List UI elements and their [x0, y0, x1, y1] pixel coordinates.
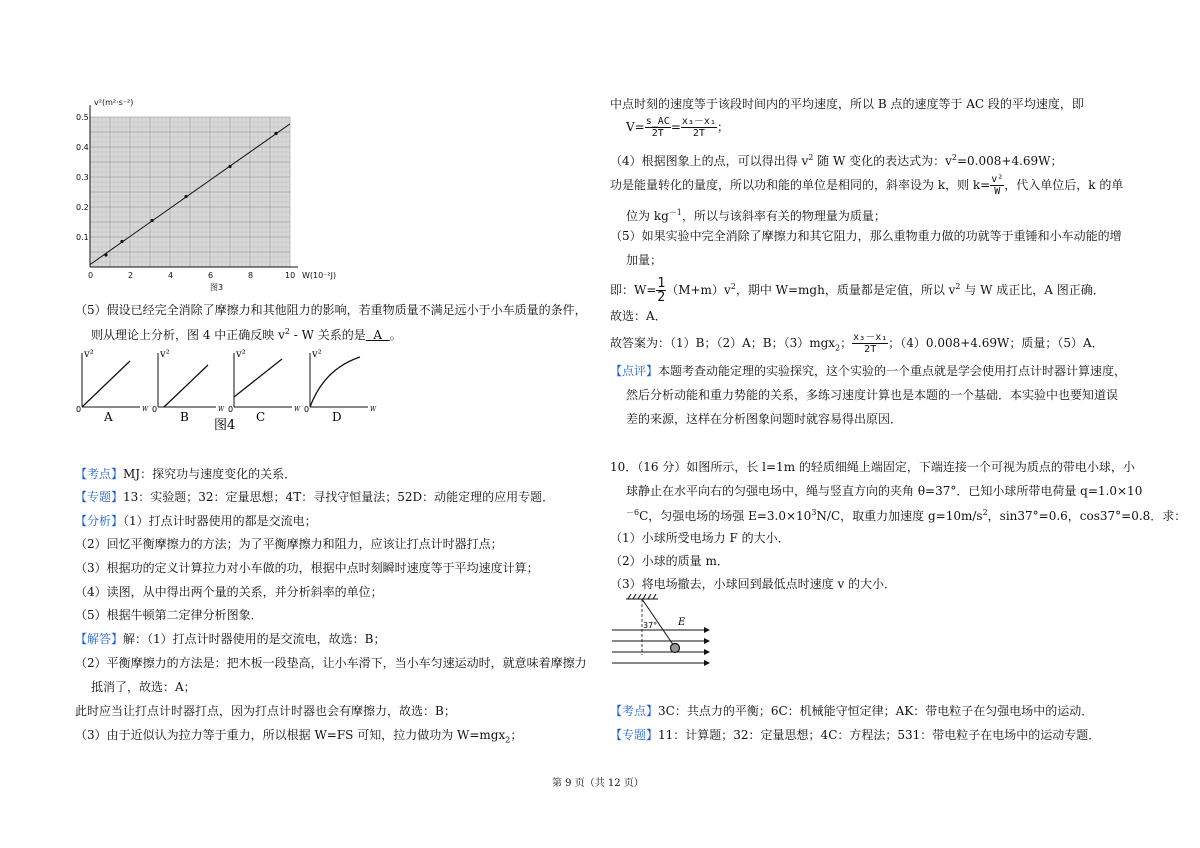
dianping-2: 然后分析动能和重力势能的关系，多练习速度计算也是本题的一个基础．本实验中也要知道误: [626, 388, 1119, 402]
r4a: 功是能量转化的量度，所以功和能的单位是相同的，斜率设为 k，则 k=: [610, 178, 991, 192]
kaodian-r-text: 3C：共点力的平衡；6C：机械能守恒定律；AK：带电粒子在匀强电场中的运动．: [658, 704, 1094, 718]
jieda-2: （2）平衡摩擦力的方法是：把木板一段垫高，让小车滑下，当小车匀速运动时，就意味着摩擦力: [75, 656, 587, 670]
kaodian-left: [75, 466, 296, 482]
fig3-ytick: 0.2: [76, 203, 89, 212]
r-line7: 加量；: [626, 253, 663, 267]
jieda-1: [75, 631, 385, 647]
r-line1: 中点时刻的速度等于该段时间内的平均速度，所以 B 点的速度等于 AC 段的平均速度，即: [610, 97, 1084, 111]
r-line5: [626, 205, 886, 224]
fig4-caption: 图4: [214, 418, 236, 433]
fig3-xtick: 8: [248, 271, 254, 280]
frac-half: [656, 277, 666, 304]
fig3-point: [120, 240, 123, 243]
r5sup: －1: [668, 208, 682, 217]
page-footer: 第 9 页（共 12 页）: [552, 778, 644, 789]
fig3-xlabel: W(10⁻²J): [302, 271, 337, 280]
jieda-4: 此时应当让打点计时器打点，因为打点计时器也会有摩擦力，故选：B；: [75, 704, 456, 718]
fig3-ytick: 0.5: [76, 113, 89, 122]
fig4-graph-A: [76, 349, 149, 424]
r3c: =0.008+4.69W；: [956, 154, 1063, 168]
fig4-curve: [164, 365, 208, 407]
fig4-ylabel: v²: [84, 349, 94, 360]
dianping-1: [610, 363, 1126, 379]
jieda-1-text: 解：（1）打点计时器使用的是交流电，故选：B；: [123, 632, 386, 646]
r8a: 即：W=: [610, 283, 657, 297]
fig4-xlabel: W: [294, 406, 301, 413]
frac-sac-2t: [645, 116, 671, 139]
frac-half-num: 1: [657, 276, 666, 291]
r2-eq: =: [670, 120, 681, 134]
fig4-xlabel: W: [370, 406, 377, 413]
fig4-curve: [82, 361, 130, 407]
zhuanti-r-text: 11：计算题；32：定量思想；4C：方程法；531：带电粒子在电场中的运动专题．: [658, 728, 1101, 742]
frac-ans-den: 2T: [864, 344, 877, 355]
r8c: ，期中 W=mgh，质量都是定值，所以 v: [735, 283, 956, 297]
r2-v: V=: [626, 120, 645, 134]
fenxi-1-text: （1）打点计时器使用的都是交流电；: [123, 514, 317, 528]
r-line10: [610, 330, 1104, 361]
r-line3: [610, 150, 1063, 169]
r10c: ；（4）0.008+4.69W；质量；（5）A．: [888, 336, 1104, 350]
r8d: 与 W 成正比，A 图正确．: [960, 283, 1105, 297]
figure-4: [72, 345, 377, 435]
zhuanti-right: [610, 727, 1100, 743]
r-line9: 故选：A．: [610, 309, 667, 323]
fig4-origin: 0: [152, 405, 158, 414]
fig4-origin: 0: [228, 405, 234, 414]
field-E-label: E: [678, 617, 686, 628]
jieda-5: [75, 727, 522, 748]
fig3-point: [150, 219, 153, 222]
q10-line2: 球静止在水平向右的匀强电场中，绳与竖直方向的夹角 θ=37°．已知小球所带电荷量 q=1.0×10: [626, 484, 1143, 498]
fig4-letter: C: [256, 410, 266, 424]
frac1-num: s_AC: [645, 116, 670, 127]
fig4-xlabel: W: [142, 406, 149, 413]
fig3-xtick: 10: [285, 271, 296, 280]
dianping-3: 差的来源，这样在分析图象问题时就容易得出原因．: [626, 412, 903, 426]
q10-3d: ，sin37°=0.6，cos37°=0.8．求：: [987, 509, 1187, 523]
dianping-tag: 【点评】: [610, 364, 659, 378]
kaodian-tag: 【考点】: [75, 467, 124, 481]
r2-end: ；: [716, 120, 729, 134]
fig4-graph-D: [304, 349, 377, 424]
jieda-3: 抵消了，故选：A；: [91, 680, 196, 694]
fig4-letter: A: [104, 410, 113, 424]
zhuanti-r-tag: 【专题】: [610, 728, 659, 742]
fenxi-5: （5）根据牛顿第二定律分析图象．: [75, 608, 263, 622]
frac2-num: x₃－x₁: [681, 116, 716, 127]
figure-3-chart: [70, 95, 337, 295]
q10-3b: C，匀强电场的场强 E=3.0×10: [639, 509, 812, 523]
dianping-1-text: 本题考查动能定理的实验探究，这个实验的一个重点就是学会使用打点计时器计算速度，: [658, 364, 1127, 378]
r3a: （4）根据图象上的点，可以得出得 v: [610, 154, 809, 168]
fig4-origin: 0: [76, 405, 82, 414]
kaodian-text: MJ：探究功与速度变化的关系．: [123, 467, 297, 481]
r5b: ，所以与该斜率有关的物理量为质量；: [681, 209, 886, 223]
r3b: 随 W 变化的表达式为：v: [813, 154, 952, 168]
fig4-ylabel: v²: [160, 349, 170, 360]
fig4-graph-C: [228, 349, 301, 424]
r-line6: （5）如果实验中完全消除了摩擦力和其它阻力，那么重物重力做的功就等于重锤和小车动能的增: [610, 229, 1122, 243]
frac-v2-den: W: [994, 186, 1001, 197]
fenxi-1: [75, 513, 317, 529]
frac-answer: [852, 332, 888, 355]
angle-label: 37°: [643, 621, 658, 630]
frac-v2-w: [990, 174, 1004, 197]
fig3-caption: 图3: [210, 283, 224, 292]
jieda-5-sub: 2: [505, 735, 511, 745]
fig4-origin: 0: [304, 405, 310, 414]
r10sub: 2: [835, 343, 841, 353]
fenxi-tag: 【分析】: [75, 514, 124, 528]
r8sup: 2: [730, 282, 736, 291]
frac-half-den: 2: [657, 290, 666, 305]
q5-end: 。: [389, 328, 402, 342]
q10-3sup2: 2: [982, 508, 988, 517]
frac-x3x1-2t: [681, 116, 717, 139]
fig3-point: [274, 132, 277, 135]
charged-ball: [671, 644, 680, 653]
zhuanti-tag: 【专题】: [75, 490, 124, 504]
q10-sub2: （2）小球的质量 m．: [610, 554, 729, 568]
jieda-5b: ；: [510, 728, 523, 742]
fig4-letter: D: [332, 410, 342, 424]
fenxi-3: （3）根据功的定义计算拉力对小车做的功，根据中点时刻瞬时速度等于平均速度计算；: [75, 561, 539, 575]
zhuanti-left: [75, 489, 554, 505]
frac-ans-num: x₃－x₁: [853, 332, 888, 343]
fig4-xlabel: W: [218, 406, 225, 413]
q5-line2-a: 则从理论上分析，图 4 中正确反映 v: [91, 328, 285, 342]
frac1-den: 2T: [651, 128, 664, 139]
fig3-point: [228, 165, 231, 168]
fig4-graph-B: [152, 349, 225, 424]
q5-line2: [91, 324, 402, 343]
field-lines: [612, 627, 710, 666]
q10-exp: －6: [626, 508, 640, 517]
fig3-ytick: 0.3: [76, 173, 89, 182]
ceiling-hatch: [628, 594, 656, 599]
kaodian-right: [610, 703, 1093, 719]
fig3-xtick: 0: [88, 271, 94, 280]
r10b: ；: [840, 336, 853, 350]
fig3-ytick: 0.4: [76, 143, 89, 152]
r3sup: 2: [808, 153, 814, 162]
fig3-ylabel: v²(m²·s⁻²): [94, 98, 134, 107]
fig3-grid: [90, 117, 290, 267]
zhuanti-text: 13：实验题；32：定量思想；4T：寻找守恒量法；52D：动能定理的应用专题．: [123, 490, 555, 504]
jieda-tag: 【解答】: [75, 632, 124, 646]
fenxi-2: （2）回忆平衡摩擦力的方法；为了平衡摩擦力和阻力，应该让打点计时器打点；: [75, 537, 503, 551]
r-line4: [610, 172, 1123, 198]
fenxi-4: （4）读图，从中得出两个量的关系，并分析斜率的单位；: [75, 585, 383, 599]
q10-sub3: （3）将电场撤去，小球回到最低点时速度 v 的大小．: [610, 577, 897, 591]
q10-line3: [626, 505, 1186, 524]
q5-line1: （5）假设已经完全消除了摩擦力和其他阻力的影响，若重物质量不满足远小于小车质量的条件，: [75, 303, 587, 317]
r3sup2: 2: [951, 153, 957, 162]
jieda-5a: （3）由于近似认为拉力等于重力，所以根据 W=FS 可知，拉力做功为 W=mgx: [75, 728, 506, 742]
q10-3c: N/C，取重力加速度 g=10m/s: [816, 509, 983, 523]
q5-sup: 2: [284, 327, 290, 336]
r10a: 故答案为：（1）B；（2）A；B；（3）mgx: [610, 336, 836, 350]
fig3-xtick: 2: [128, 271, 134, 280]
fig4-letter: B: [180, 410, 189, 424]
q10-3sup: 3: [811, 508, 817, 517]
r8b: （M+m）v: [666, 283, 731, 297]
q10-sub1: （1）小球所受电场力 F 的大小．: [610, 531, 790, 545]
fig3-xtick: 6: [208, 271, 214, 280]
r8sup2: 2: [955, 282, 961, 291]
pendulum-figure: [612, 597, 712, 687]
fig4-curve: [234, 359, 282, 397]
kaodian-r-tag: 【考点】: [610, 704, 659, 718]
r4b: ，代入单位后，k 的单: [1004, 178, 1124, 192]
fig3-xtick: 4: [168, 271, 174, 280]
fig4-ylabel: v²: [236, 349, 246, 360]
fig3-ytick: 0.1: [76, 233, 89, 242]
fig3-point: [104, 253, 107, 256]
r-line8: [610, 274, 1105, 304]
q10-line1: 10．（16 分）如图所示，长 l=1m 的轻质细绳上端固定，下端连接一个可视为质点的带电小球，小: [610, 460, 1135, 474]
q5-line2-b: - W 关系的是: [289, 328, 366, 342]
frac-v2-num: v²: [991, 174, 1004, 185]
r-velocity-formula: [626, 114, 729, 140]
fig4-curve: [310, 357, 360, 407]
fig4-ylabel: v²: [312, 349, 322, 360]
r5a: 位为 kg: [626, 209, 669, 223]
fig3-point: [184, 195, 187, 198]
q5-answer: A: [365, 328, 390, 342]
frac2-den: 2T: [692, 128, 705, 139]
